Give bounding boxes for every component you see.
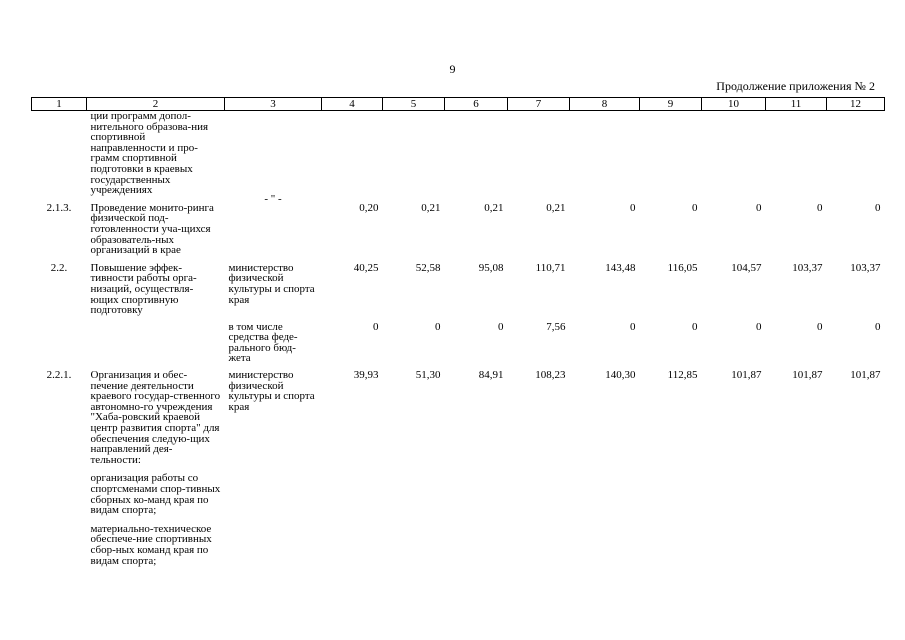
value-cell: 0 (875, 201, 881, 214)
table-row (32, 263, 885, 316)
code-cell: 2.2.1. (46, 369, 72, 382)
executor-cell: министерство физической культуры и спорта края (228, 261, 315, 306)
value-cell: 39,93 (353, 369, 379, 382)
value-cell: 84,91 (478, 369, 504, 382)
value-cell: 0,21 (546, 201, 566, 214)
value-cell: 101,87 (850, 369, 881, 382)
value-cell: 0 (817, 201, 823, 214)
value-cell: 103,37 (850, 261, 881, 274)
value-cell: 116,05 (667, 261, 698, 274)
header-cell: 2 (87, 98, 225, 111)
value-cell: 0,21 (421, 201, 441, 214)
value-cell: 0 (630, 320, 636, 333)
header-cell: 5 (383, 98, 445, 111)
value-cell: 0 (756, 201, 762, 214)
header-cell: 11 (766, 98, 827, 111)
value-cell: 51,30 (415, 369, 441, 382)
header-cell: 12 (827, 98, 885, 111)
table-row (32, 111, 885, 196)
name-cell: организация работы со спортсменами спор-тивных сборных ко-манд края по видам спорта; (90, 472, 221, 517)
value-cell: 0 (692, 320, 698, 333)
header-cell: 8 (570, 98, 640, 111)
value-cell: 95,08 (478, 261, 504, 274)
value-cell: 112,85 (667, 369, 698, 382)
continuation-caption: Продолжение приложения № 2 (716, 79, 875, 93)
header-cell: 9 (640, 98, 702, 111)
header-row (32, 98, 885, 111)
value-cell: 104,57 (731, 261, 762, 274)
table-row (32, 370, 885, 465)
executor-cell: министерство физической культуры и спорта края (228, 369, 315, 413)
value-cell: 108,23 (535, 369, 566, 382)
header-cell: 6 (445, 98, 508, 111)
header-cell: 3 (225, 98, 322, 111)
value-cell: 0 (498, 320, 504, 333)
executor-cell: - " - (264, 192, 282, 205)
value-cell: 0 (692, 201, 698, 214)
header-cell: 4 (322, 98, 383, 111)
code-cell: 2.2. (50, 261, 68, 274)
value-cell: 101,87 (792, 369, 823, 382)
value-cell: 0 (817, 320, 823, 333)
header-cell: 1 (32, 98, 87, 111)
name-cell: материально-техническое обеспече-ние спортивных сбор-ных команд края по видам спорта; (90, 522, 212, 567)
code-cell (32, 111, 87, 196)
value-cell: 0 (875, 320, 881, 333)
value-cell: 103,37 (792, 261, 823, 274)
value-cell: 0,20 (359, 201, 379, 214)
value-cell: 110,71 (535, 261, 566, 274)
name-cell: Проведение монито-ринга физической под-готовленности уча-щихся образователь-ных организаций в крае (90, 201, 214, 257)
table-row (32, 322, 885, 364)
name-cell: Повышение эффек-тивности работы орга-низаций, осуществля-ющих спортивную подготовку (90, 261, 197, 317)
code-cell: 2.1.3. (46, 201, 72, 214)
name-cell: Организация и обес-печение деятельности краевого государ-ственного автономно-го учреждения "Хаба-ровский краевой центр развития спорта" для обеспечения следую-щих направлений дея-тельности: (90, 369, 221, 466)
value-cell: 0 (756, 320, 762, 333)
value-cell: 40,25 (353, 261, 379, 274)
value-cell: 0 (373, 320, 379, 333)
value-cell: 0,21 (484, 201, 504, 214)
table-row (32, 524, 885, 566)
table-row (32, 203, 885, 256)
header-cell: 10 (702, 98, 766, 111)
value-cell: 7,56 (546, 320, 566, 333)
value-cell: 0 (630, 201, 636, 214)
value-cell: 140,30 (605, 369, 636, 382)
executor-cell: в том числе средства феде-рального бюд-жета (228, 320, 298, 365)
appendix-table (31, 97, 885, 566)
page-number: 9 (449, 62, 456, 76)
header-cell: 7 (508, 98, 570, 111)
value-cell: 101,87 (731, 369, 762, 382)
name-cell: ции программ допол-нительного образова-ния спортивной направленности и про-грамм спортивной подготовки в краевых государственных учреждениях (90, 110, 209, 197)
table-row (32, 473, 885, 515)
value-cell: 0 (435, 320, 441, 333)
value-cell: 143,48 (605, 261, 636, 274)
value-cell: 52,58 (415, 261, 441, 274)
